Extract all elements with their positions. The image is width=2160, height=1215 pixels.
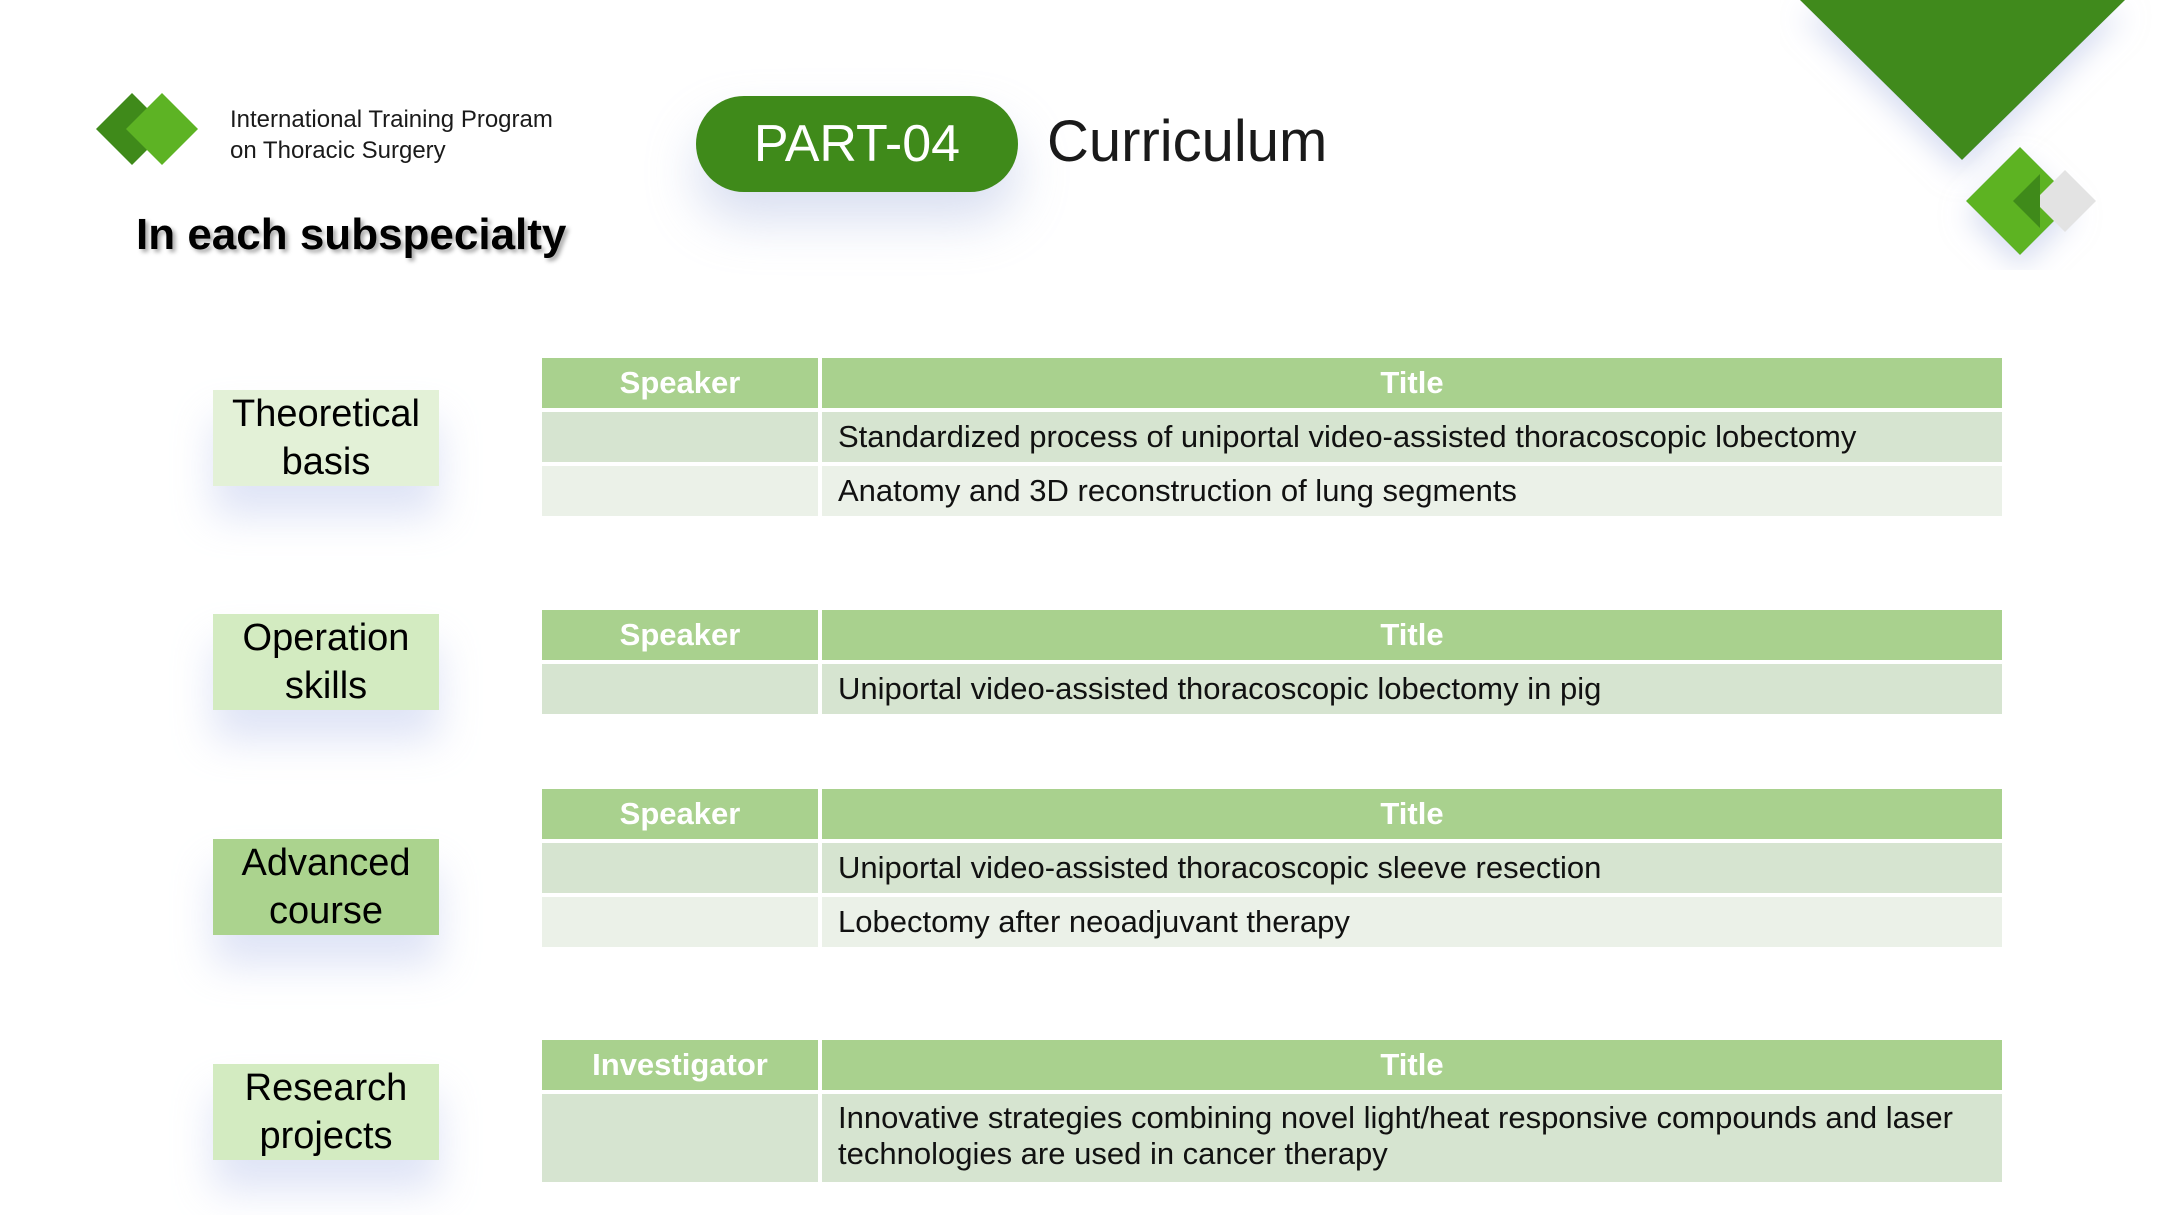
org-name-line1: International Training Program: [230, 106, 553, 133]
title-cell: [822, 1094, 2002, 1182]
title-cell: Uniportal video-assisted thoracoscopic lobectomy in pig: [822, 664, 2002, 714]
page-title: Curriculum: [1047, 109, 1328, 174]
table-row: [542, 897, 2002, 947]
table-theoretical-basis: [542, 358, 2002, 520]
table-research-projects: [542, 1040, 2002, 1186]
title-cell: Uniportal video-assisted thoracoscopic sleeve resection: [822, 843, 2002, 893]
category-label-line1: Research: [244, 1067, 408, 1109]
column-header-speaker: Speaker: [542, 610, 818, 660]
category-label-line2: course: [268, 890, 384, 932]
table-header-row: [542, 789, 2002, 839]
category-theoretical-basis: [213, 390, 439, 486]
part-badge: PART-04: [696, 96, 1018, 192]
category-advanced-course: [213, 839, 439, 935]
table-header-row: [542, 1040, 2002, 1090]
column-header-speaker: Speaker: [542, 789, 818, 839]
corner-decoration: [1780, 0, 2160, 270]
title-cell-line2: technologies are used in cancer therapy: [838, 1136, 1388, 1171]
column-header-speaker: Speaker: [542, 358, 818, 408]
table-row: [542, 843, 2002, 893]
title-cell: Anatomy and 3D reconstruction of lung segments: [822, 466, 2002, 516]
column-header-investigator: Investigator: [542, 1040, 818, 1090]
category-operation-skills: [213, 614, 439, 710]
category-label-line1: Advanced: [241, 842, 411, 884]
section-subtitle: In each subspecialty: [136, 210, 567, 259]
speaker-cell: [542, 664, 818, 714]
table-header-row: [542, 358, 2002, 408]
column-header-title: Title: [822, 610, 2002, 660]
table-row: [542, 1094, 2002, 1182]
title-cell: Standardized process of uniportal video-assisted thoracoscopic lobectomy: [822, 412, 2002, 462]
category-label-line2: skills: [284, 665, 368, 707]
category-research-projects: [213, 1064, 439, 1160]
category-label-line2: projects: [259, 1115, 393, 1157]
speaker-cell: [542, 897, 818, 947]
category-label-line2: basis: [281, 441, 371, 483]
column-header-title: Title: [822, 1040, 2002, 1090]
speaker-cell: [542, 843, 818, 893]
investigator-cell: [542, 1094, 818, 1182]
title-cell-line1: Innovative strategies combining novel light/heat responsive compounds and laser: [838, 1100, 1953, 1135]
table-row: [542, 466, 2002, 516]
column-header-title: Title: [822, 358, 2002, 408]
table-advanced-course: [542, 789, 2002, 951]
table-operation-skills: [542, 610, 2002, 718]
speaker-cell: [542, 466, 818, 516]
org-name: [230, 104, 553, 166]
table-row: [542, 664, 2002, 714]
column-header-title: Title: [822, 789, 2002, 839]
title-cell: Lobectomy after neoadjuvant therapy: [822, 897, 2002, 947]
org-name-line2: on Thoracic Surgery: [230, 137, 446, 164]
speaker-cell: [542, 412, 818, 462]
table-header-row: [542, 610, 2002, 660]
category-label-line1: Theoretical: [232, 393, 420, 435]
category-label-line1: Operation: [242, 617, 410, 659]
table-row: [542, 412, 2002, 462]
program-logo: [92, 88, 212, 178]
